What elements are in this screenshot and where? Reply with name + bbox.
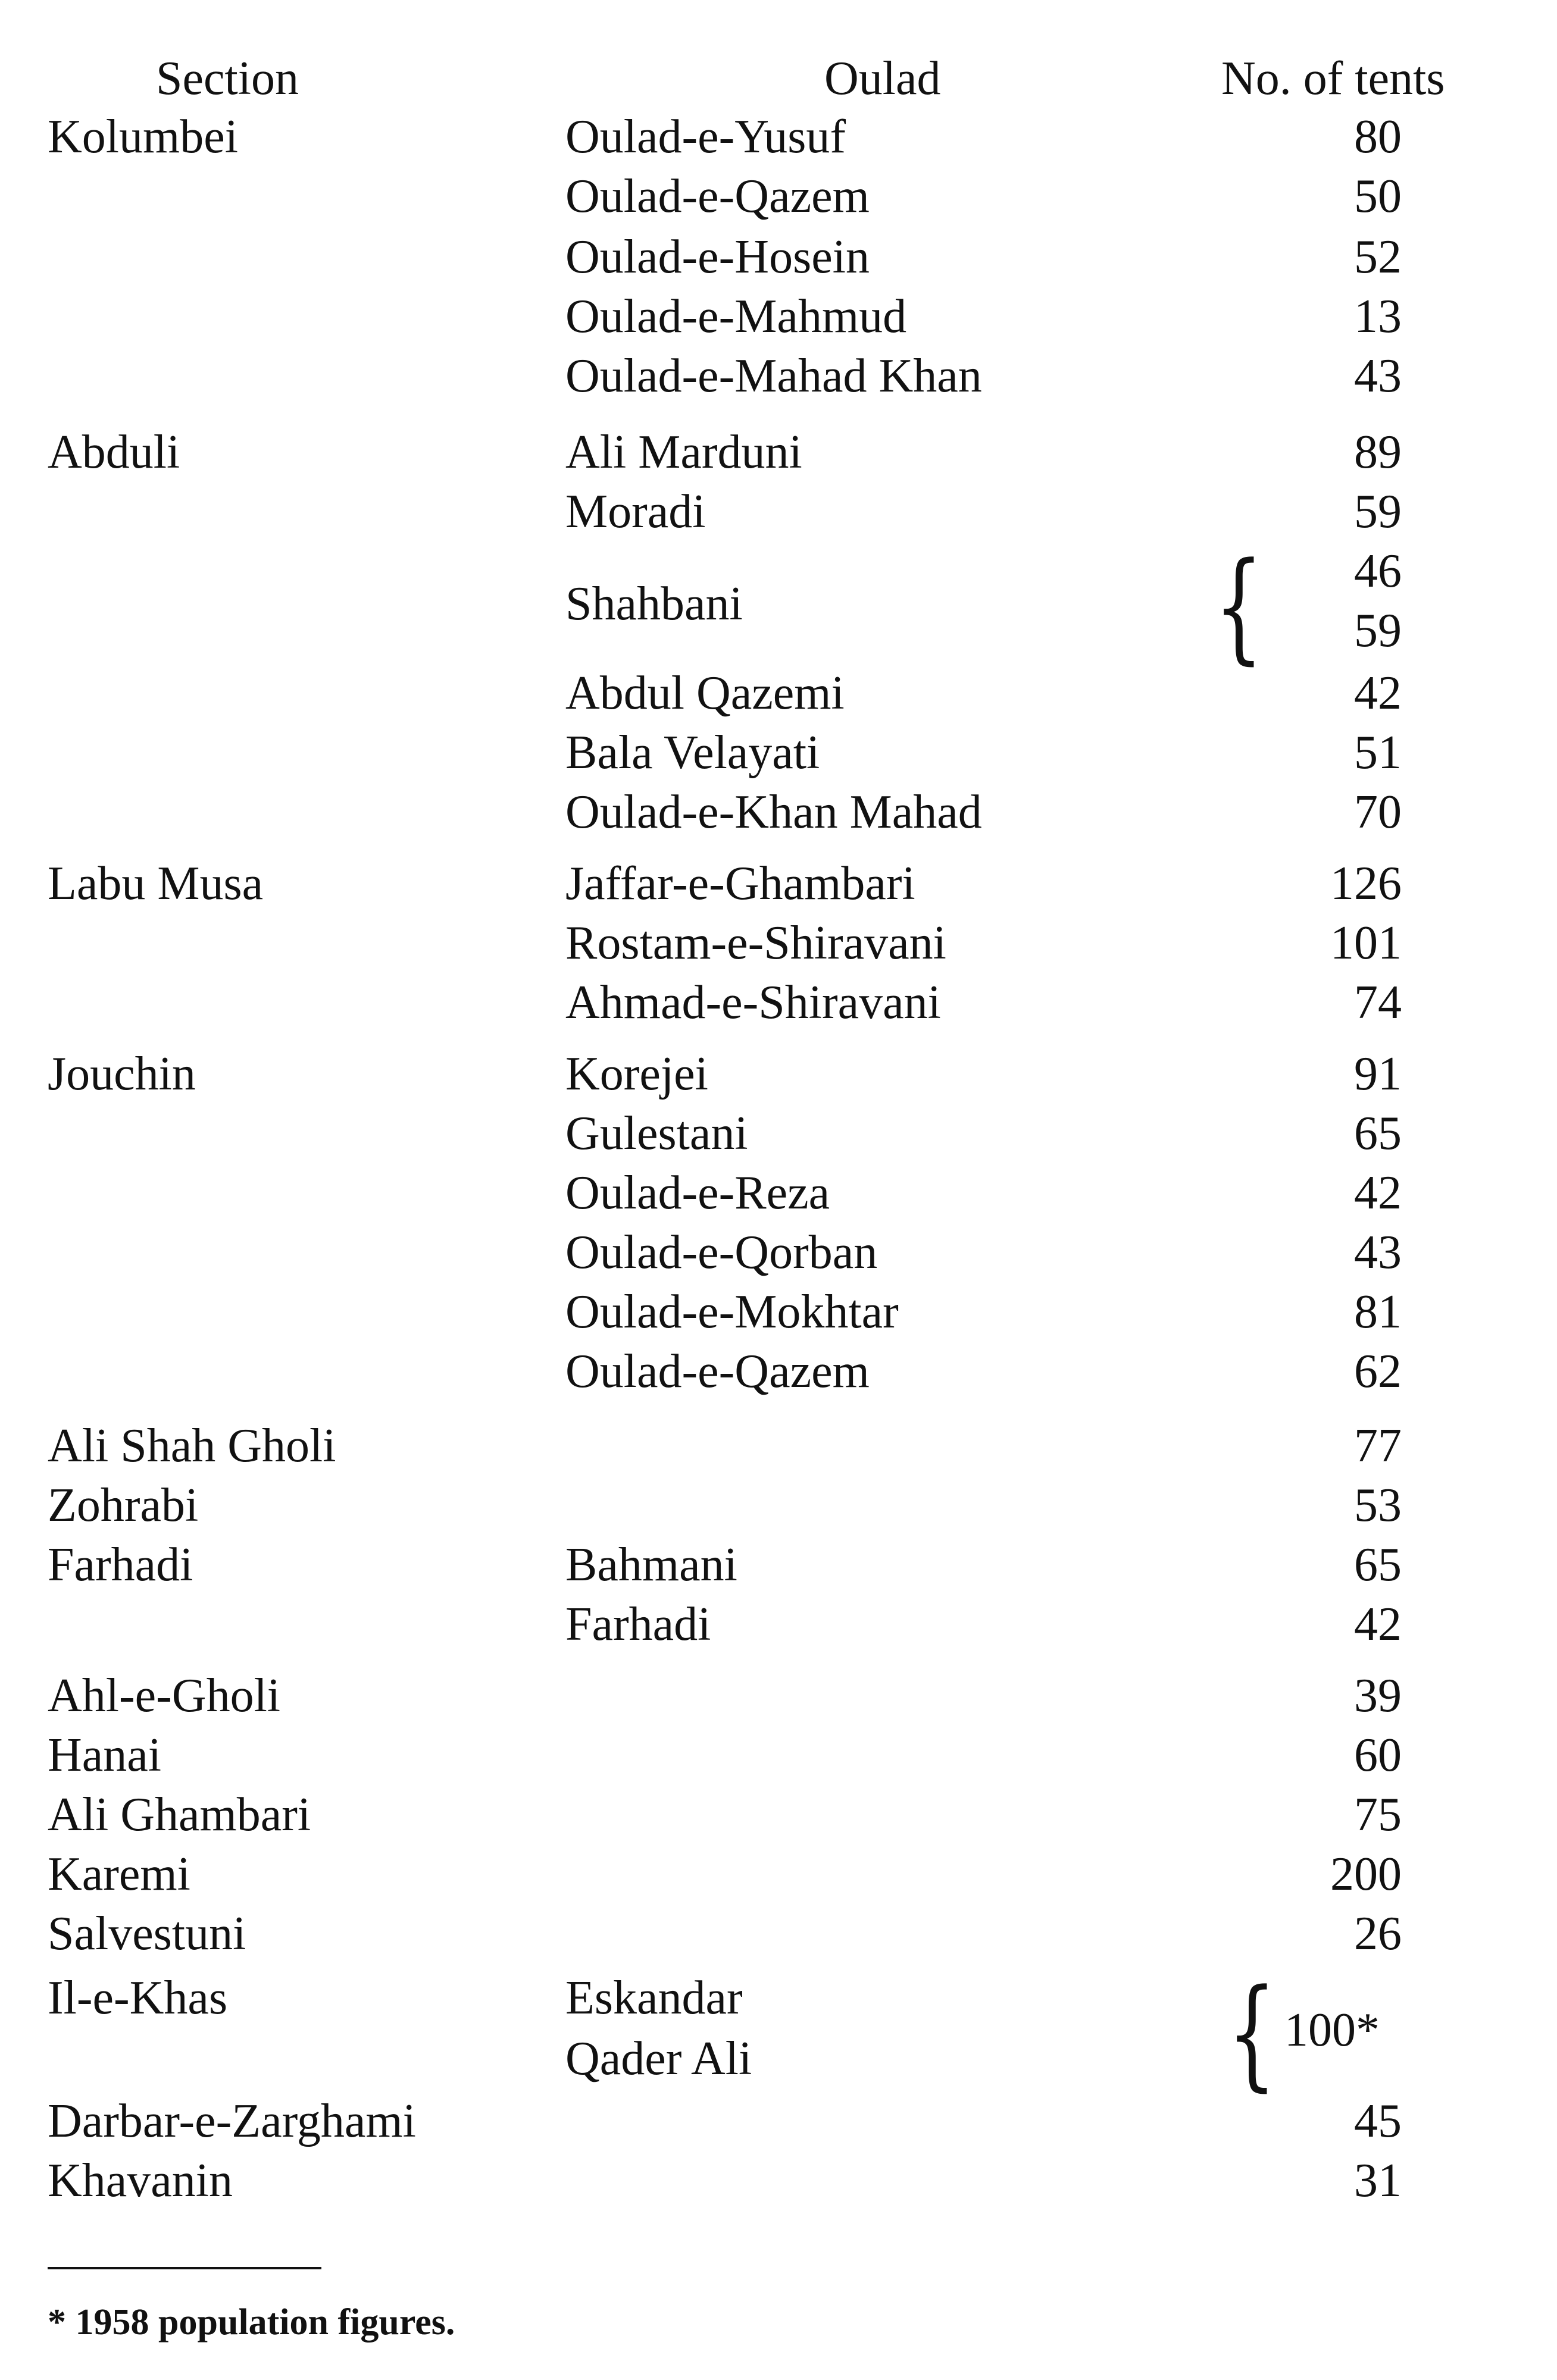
table-row-oulad: Korejei <box>565 1048 708 1100</box>
oulad-shahbani: Shahbani <box>565 578 743 630</box>
table-row-oulad: Oulad-e-Hosein <box>565 231 870 283</box>
table-row-section: Jouchin <box>48 1048 196 1100</box>
header-section: Section <box>156 52 299 105</box>
table-row-tents: 65 <box>1354 1539 1402 1591</box>
footnote: * 1958 population figures. <box>48 2302 455 2343</box>
table-row-tents: 200 <box>1330 1848 1402 1900</box>
table-row-section: Zohrabi <box>48 1479 199 1532</box>
header-tents: No. of tents <box>1221 52 1445 105</box>
table-row-section: Karemi <box>48 1848 190 1900</box>
table-row-oulad: Oulad-e-Khan Mahad <box>565 786 982 838</box>
table-row-tents: 77 <box>1354 1420 1402 1472</box>
table-row-tents: 52 <box>1354 231 1402 283</box>
table-row-section: Darbar-e-Zarghami <box>48 2095 416 2147</box>
table-row-tents: 42 <box>1354 667 1402 719</box>
table-row-tents: 126 <box>1330 857 1402 910</box>
table-row-section: Ahl-e-Gholi <box>48 1670 281 1722</box>
table-row-tents: 53 <box>1354 1479 1402 1532</box>
table-row-oulad: Oulad-e-Qazem <box>565 1345 870 1398</box>
table-row-tents: 65 <box>1354 1107 1402 1160</box>
table-row-oulad: Jaffar-e-Ghambari <box>565 857 915 910</box>
table-row-oulad: Oulad-e-Mahmud <box>565 290 907 343</box>
table-row-oulad: Oulad-e-Mahad Khan <box>565 350 982 402</box>
table-row-tents: 50 <box>1354 170 1402 223</box>
header-oulad: Oulad <box>824 52 941 105</box>
table-row-tents: 81 <box>1354 1286 1402 1338</box>
table-row-section: Abduli <box>48 426 180 478</box>
table-row-tents: 39 <box>1354 1670 1402 1722</box>
table-row-tents: 26 <box>1354 1908 1402 1960</box>
table-row-oulad: Oulad-e-Reza <box>565 1167 830 1219</box>
table-row-oulad: Oulad-e-Mokhtar <box>565 1286 899 1338</box>
table-row-section: Khavanin <box>48 2154 233 2207</box>
brace-il-e-khas: { <box>1227 1962 1277 2103</box>
table-row-tents: 59 <box>1354 605 1402 657</box>
table-row-tents: 42 <box>1354 1598 1402 1651</box>
table-row-tents: 43 <box>1354 350 1402 402</box>
table-row-oulad: Ali Marduni <box>565 426 802 478</box>
table-row-tents: 62 <box>1354 1345 1402 1398</box>
table-row-oulad: Rostam-e-Shiravani <box>565 917 946 969</box>
table-row-tents: 89 <box>1354 426 1402 478</box>
table-row-tents: 70 <box>1354 786 1402 838</box>
table-row-tents: 45 <box>1354 2095 1402 2147</box>
table-row-tents: 74 <box>1354 976 1402 1029</box>
table-row-tents: 13 <box>1354 290 1402 343</box>
table-row-tents: 59 <box>1354 486 1402 538</box>
table-row-tents: 51 <box>1354 726 1402 779</box>
table-row-oulad: Ahmad-e-Shiravani <box>565 976 941 1029</box>
table-row-section: Salvestuni <box>48 1908 246 1960</box>
table-row-tents: 31 <box>1354 2154 1402 2207</box>
table-row-section: Hanai <box>48 1729 162 1781</box>
table-row-oulad: Abdul Qazemi <box>565 667 845 719</box>
table-row-tents: 60 <box>1354 1729 1402 1781</box>
table-row-oulad: Moradi <box>565 486 706 538</box>
table-row-oulad: Farhadi <box>565 1598 711 1651</box>
table-row-oulad: Qader Ali <box>565 2033 752 2085</box>
tents-il-e-khas: 100* <box>1284 2004 1380 2056</box>
table-row-tents: 43 <box>1354 1226 1402 1279</box>
table-row-section: Ali Ghambari <box>48 1789 311 1841</box>
table-row-tents: 91 <box>1354 1048 1402 1100</box>
table-row-tents: 75 <box>1354 1789 1402 1841</box>
table-row-section: Kolumbei <box>48 111 238 163</box>
table-row-oulad: Oulad-e-Qazem <box>565 170 870 223</box>
table-row-tents: 80 <box>1354 111 1402 163</box>
table-row-tents: 46 <box>1354 545 1402 597</box>
footnote-rule <box>48 2267 321 2269</box>
table-row-oulad: Gulestani <box>565 1107 748 1160</box>
table-row-section: Farhadi <box>48 1539 193 1591</box>
table-row-oulad: Oulad-e-Yusuf <box>565 111 846 163</box>
table-row-oulad: Oulad-e-Qorban <box>565 1226 878 1279</box>
brace-shahbani: { <box>1214 536 1264 677</box>
table-row-section: Ali Shah Gholi <box>48 1420 336 1472</box>
table-row-tents: 42 <box>1354 1167 1402 1219</box>
table-row-oulad: Bahmani <box>565 1539 737 1591</box>
table-row-section: Il-e-Khas <box>48 1972 228 2024</box>
table-row-tents: 101 <box>1330 917 1402 969</box>
table-row-oulad: Eskandar <box>565 1972 743 2024</box>
table-row-oulad: Bala Velayati <box>565 726 820 779</box>
table-row-section: Labu Musa <box>48 857 264 910</box>
